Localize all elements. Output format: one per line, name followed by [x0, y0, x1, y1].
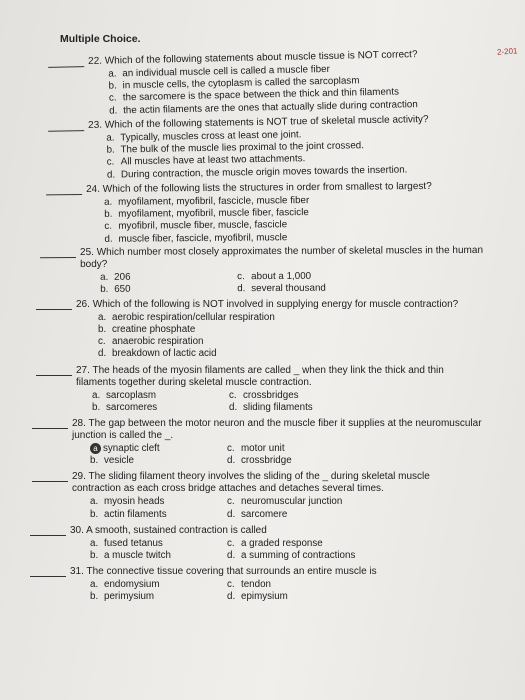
option-d: d. sarcomere: [227, 508, 288, 520]
question-text: 30. A smooth, sustained contraction is called: [70, 524, 267, 536]
option-c: c. anaerobic respiration: [98, 336, 204, 348]
answer-blank[interactable]: [40, 257, 76, 258]
question-27: [76, 365, 525, 414]
option-b: b. a muscle twitch: [90, 550, 171, 562]
option-a: a synaptic cleft: [90, 443, 227, 455]
question-31: [70, 566, 525, 603]
question-text: 28. The gap between the motor neuron and the muscle fiber it supplies at the neuromuscular junction is called the _.: [72, 418, 482, 442]
option-d: d. During contraction, the muscle origin moves towards the insertion.: [106, 163, 408, 181]
option-b: b. actin filaments: [90, 508, 167, 520]
option-c: c. about a 1,000: [237, 271, 312, 283]
answer-blank[interactable]: [48, 130, 84, 132]
question-text: 26. Which of the following is NOT involved in supplying energy for muscle contraction?: [76, 298, 459, 310]
option-d: d. sliding filaments: [229, 401, 313, 413]
question-26: [76, 299, 525, 361]
question-text: 22. Which of the following statements about muscle tissue is NOT correct?: [88, 49, 418, 67]
answer-blank[interactable]: [30, 576, 66, 577]
option-c: c. tendon: [227, 579, 271, 591]
options: [86, 193, 525, 246]
options: [70, 538, 525, 562]
option-a: a. sarcoplasm: [92, 389, 157, 401]
option-d: d. muscle fiber, fascicle, myofibril, muscle: [104, 231, 288, 245]
option-d: d. crossbridge: [227, 455, 292, 467]
option-b: b. myofilament, myofibril, muscle fiber, fascicle: [104, 206, 309, 220]
option-b: b. perimysium: [90, 591, 155, 603]
option-c: c. All muscles have at least two attachments.: [106, 153, 306, 168]
question-text: 29. The sliding filament theory involves the sliding of the _ during skeletal muscle contraction as each cross bridge attaches and detaches several times.: [72, 471, 430, 495]
option-a: a. fused tetanus: [90, 537, 163, 549]
option-a: a. aerobic respiration/cellular respiration: [98, 311, 275, 323]
option-b: b. in muscle cells, the cytoplasm is called the sarcoplasm: [108, 75, 360, 92]
option-a: a. endomysium: [90, 579, 160, 591]
answer-blank[interactable]: [36, 375, 72, 376]
option-b: b. The bulk of the muscle lies proximal to the joint crossed.: [106, 140, 364, 156]
option-c: c. the sarcomere is the space between the thick and thin filaments: [108, 86, 400, 104]
option-c: c. neuromuscular junction: [227, 496, 343, 508]
option-a: a. an individual muscle cell is called a muscle fiber: [108, 63, 330, 80]
option-a: a. myofilament, myofibril, fascicle, muscle fiber: [104, 194, 310, 208]
handwritten-mark: 2-201: [496, 46, 518, 57]
section-heading: Multiple Choice.: [60, 33, 141, 45]
question-text: 25. Which number most closely approximates the number of skeletal muscles in the human body?: [80, 245, 484, 271]
question-text: 24. Which of the following lists the structures in order from smallest to largest?: [86, 180, 432, 195]
question-30: [70, 525, 525, 562]
question-23: [88, 112, 525, 181]
option-b: b. 650: [100, 284, 131, 296]
options: [76, 312, 525, 361]
option-a: a. 206: [100, 272, 131, 284]
options: [72, 443, 525, 467]
option-b: b. creatine phosphate: [98, 324, 196, 336]
question-24: [86, 180, 525, 246]
option-d: d. the actin filaments are the ones that actually slide during contraction: [109, 98, 418, 117]
question-text: 23. Which of the following statements is NOT true of skeletal muscle activity?: [88, 113, 429, 131]
options: [70, 579, 525, 603]
options: [88, 60, 525, 118]
option-c: c. myofibril, muscle fiber, muscle, fascicle: [104, 219, 288, 232]
option-b: b. vesicle: [90, 455, 134, 467]
options: [88, 125, 525, 181]
option-c: c. a graded response: [227, 537, 323, 549]
option-d: d. epimysium: [227, 591, 288, 603]
answer-blank[interactable]: [32, 481, 68, 482]
question-22: [88, 47, 525, 118]
option-c: c. motor unit: [227, 443, 285, 455]
option-a: a. myosin heads: [90, 496, 165, 508]
question-text: 31. The connective tissue covering that surrounds an entire muscle is: [70, 566, 377, 578]
circled-answer-icon: a: [90, 443, 101, 454]
options: [80, 270, 525, 297]
question-25: [80, 245, 525, 297]
answer-blank[interactable]: [48, 66, 84, 68]
question-text: 27. The heads of the myosin filaments are called _ when they link the thick and thin filaments together during skeletal muscle contraction.: [76, 364, 444, 388]
options: [76, 390, 525, 414]
question-28: [72, 418, 525, 467]
option-b: b. sarcomeres: [92, 401, 158, 413]
answer-blank[interactable]: [30, 535, 66, 536]
option-d: d. breakdown of lactic acid: [98, 348, 217, 360]
option-d: d. several thousand: [237, 283, 326, 295]
option-c: c. crossbridges: [229, 389, 299, 401]
answer-blank[interactable]: [32, 428, 68, 429]
question-29: [72, 471, 525, 520]
option-a: a. Typically, muscles cross at least one joint.: [106, 129, 302, 144]
answer-blank[interactable]: [46, 194, 82, 195]
answer-blank[interactable]: [36, 309, 72, 310]
option-d: d. a summing of contractions: [227, 550, 356, 562]
options: [72, 496, 525, 520]
